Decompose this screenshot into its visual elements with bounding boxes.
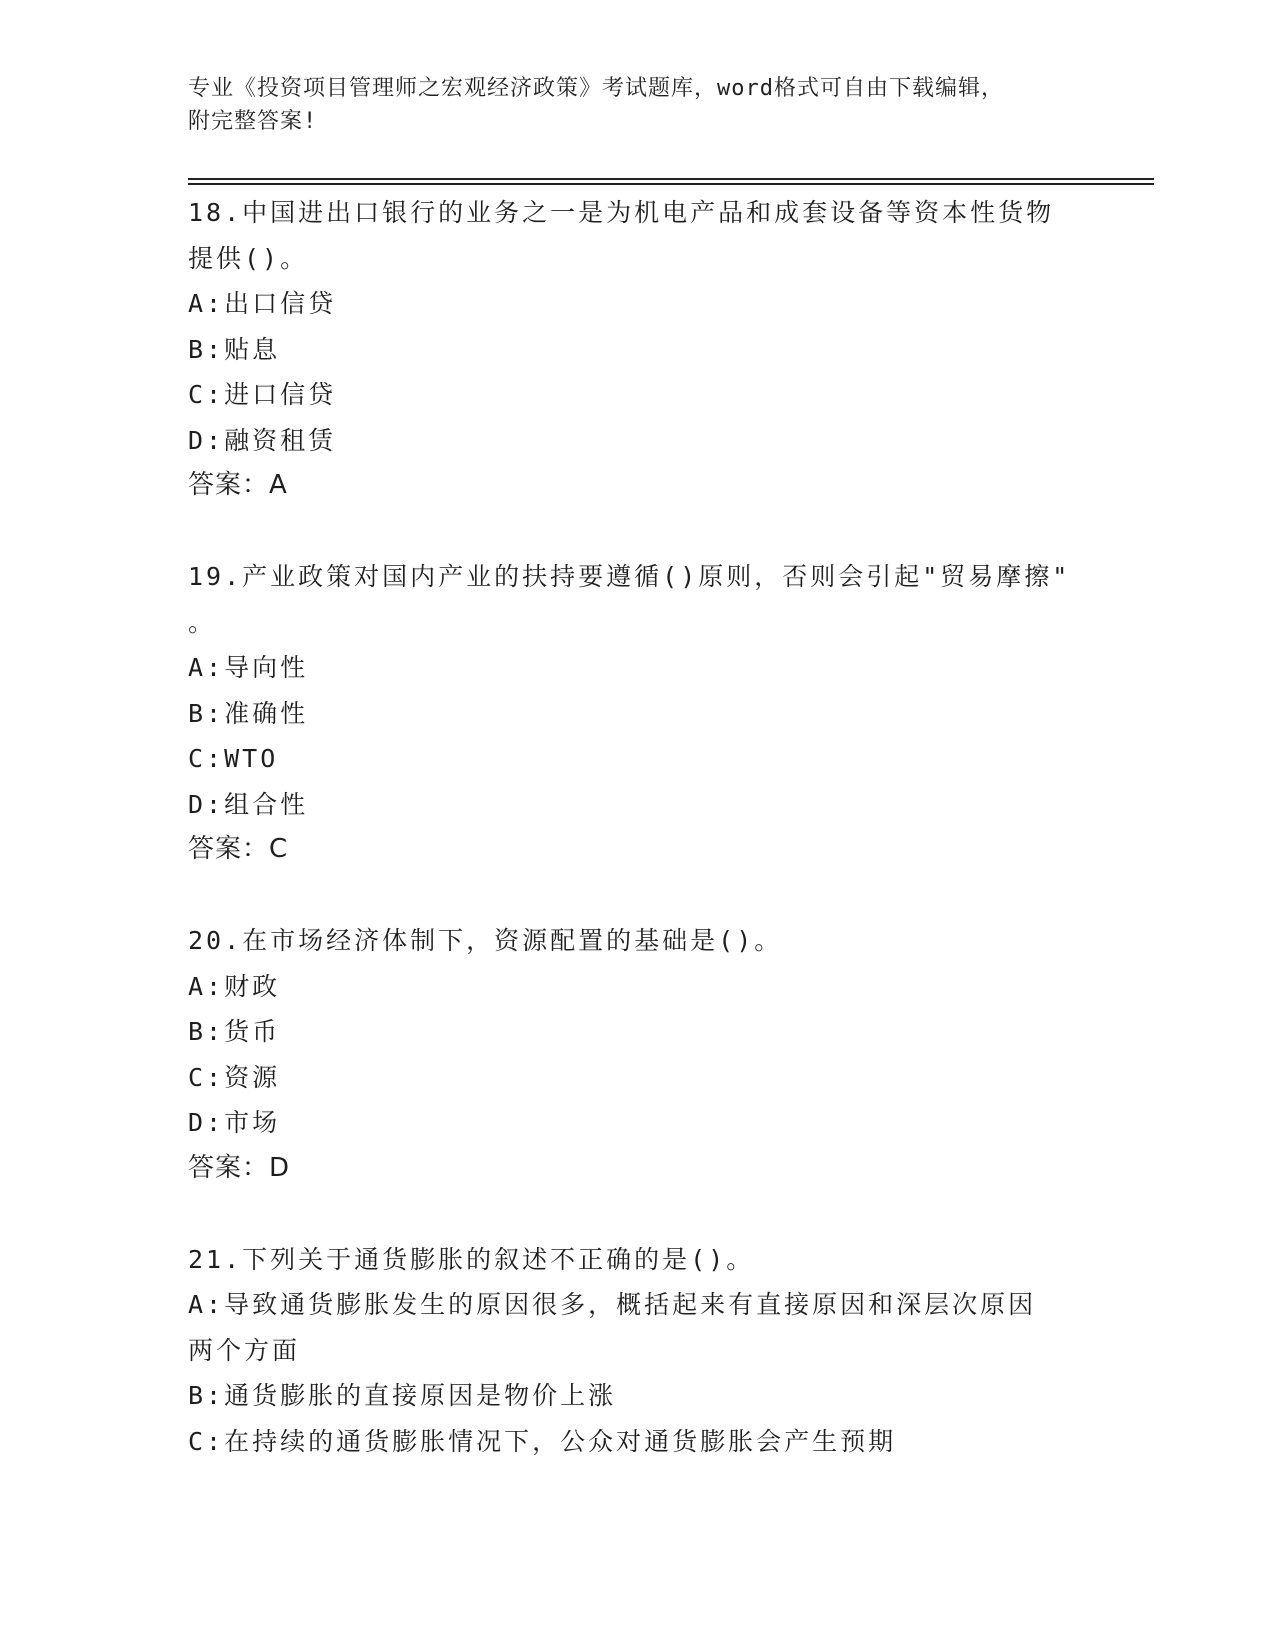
option-c — [188, 736, 1088, 782]
option-a — [188, 645, 1088, 691]
option-text: 融资租赁 — [224, 425, 337, 455]
header-divider-bottom — [188, 183, 1154, 185]
option-label: D: — [188, 425, 225, 455]
header-line-2: 附完整答案! — [188, 109, 318, 134]
document-header — [188, 72, 1068, 138]
option-text: WTO — [224, 744, 279, 773]
option-text: 准确性 — [224, 698, 309, 728]
option-label: B: — [188, 1017, 225, 1046]
question-list — [188, 190, 1088, 1464]
option-text: 通货膨胀的直接原因是物价上涨 — [224, 1381, 617, 1410]
option-a — [188, 964, 1088, 1010]
option-text: 市场 — [224, 1108, 281, 1137]
option-label: A: — [188, 1290, 225, 1319]
option-d — [188, 1100, 1088, 1146]
option-b — [188, 1009, 1088, 1055]
question-18 — [188, 190, 1088, 509]
question-stem-line: 18.中国进出口银行的业务之一是为机电产品和成套设备等资本性货物 — [188, 198, 1055, 227]
option-text: 进口信贷 — [224, 380, 337, 409]
option-text: 在持续的通货膨胀情况下，公众对通货膨胀会产生预期 — [224, 1426, 897, 1456]
question-stem-line: 提供()。 — [188, 243, 309, 273]
header-divider-top — [188, 178, 1154, 180]
option-c — [188, 1055, 1088, 1101]
header-line-1: 专业《投资项目管理师之宏观经济政策》考试题库，word格式可自由下载编辑， — [188, 76, 1004, 101]
option-text: 组合性 — [224, 789, 309, 819]
option-text: 贴息 — [224, 334, 281, 364]
option-d — [188, 782, 1088, 828]
option-label: B: — [188, 1381, 225, 1410]
option-label: D: — [188, 789, 225, 819]
option-text: 出口信贷 — [224, 289, 337, 318]
option-c — [188, 1419, 1088, 1465]
option-label: A: — [188, 653, 225, 682]
answer-line: 答案：D — [188, 1152, 291, 1183]
answer-line: 答案：C — [188, 834, 289, 864]
option-b — [188, 691, 1088, 737]
option-a-continued: 两个方面 — [188, 1335, 301, 1365]
option-label: C: — [188, 1062, 225, 1092]
question-21 — [188, 1237, 1088, 1465]
option-label: A: — [188, 971, 225, 1001]
question-stem-line: 19.产业政策对国内产业的扶持要遵循()原则，否则会引起"贸易摩擦" — [188, 562, 1071, 591]
question-spacer — [188, 1191, 1088, 1237]
question-stem-line: 20.在市场经济体制下，资源配置的基础是()。 — [188, 926, 783, 955]
option-label: B: — [188, 698, 225, 728]
question-stem-line: 。 — [188, 607, 217, 637]
option-a — [188, 281, 1088, 327]
option-label: B: — [188, 334, 225, 364]
option-text: 财政 — [224, 971, 281, 1001]
answer-line: 答案：A — [188, 470, 288, 500]
option-text: 导向性 — [224, 653, 309, 682]
option-d — [188, 418, 1088, 464]
option-text: 导致通货膨胀发生的原因很多，概括起来有直接原因和深层次原因 — [224, 1290, 1037, 1319]
option-text: 货币 — [224, 1017, 281, 1046]
option-label: A: — [188, 289, 225, 318]
option-b — [188, 327, 1088, 373]
question-stem-line: 21.下列关于通货膨胀的叙述不正确的是()。 — [188, 1244, 755, 1274]
option-label: C: — [188, 380, 225, 409]
question-20 — [188, 918, 1088, 1191]
option-a — [188, 1282, 1088, 1328]
option-c — [188, 372, 1088, 418]
question-spacer — [188, 509, 1088, 555]
option-label: C: — [188, 1426, 225, 1456]
option-b — [188, 1373, 1088, 1419]
question-19 — [188, 554, 1088, 873]
option-label: C: — [188, 744, 225, 773]
option-label: D: — [188, 1108, 225, 1137]
option-text: 资源 — [224, 1062, 281, 1092]
question-spacer — [188, 873, 1088, 919]
